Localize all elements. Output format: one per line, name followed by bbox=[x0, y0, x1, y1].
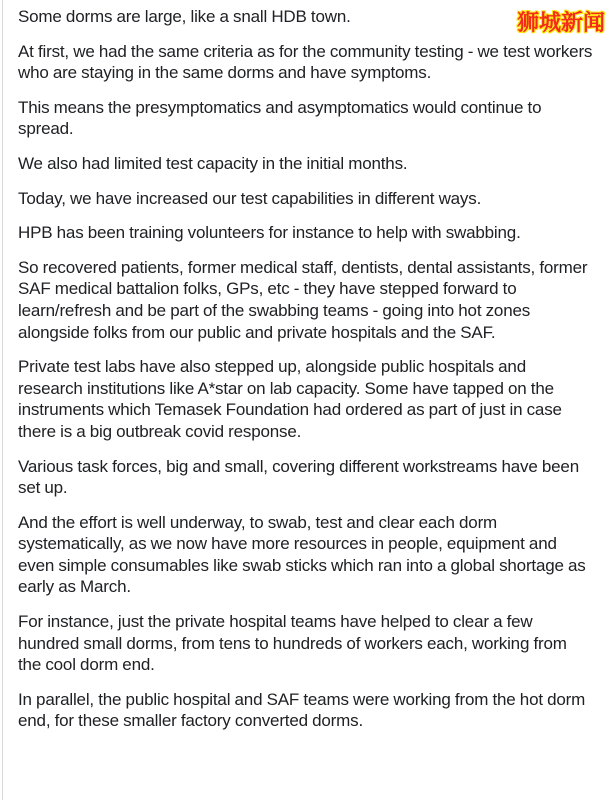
paragraph: And the effort is well underway, to swab, test and clear each dorm systematically, as we now have more resources in people, equipment and even simple consumables like swab sticks which ran into a global shortage as early as March. bbox=[18, 512, 586, 597]
paragraph: Private test labs have also stepped up, alongside public hospitals and research institutions like A*star on lab capacity. Some have tapped on the instruments which Temasek Foundation had ordered as part of just in case there is a big outbreak covid response. bbox=[18, 357, 562, 441]
paragraph: So recovered patients, former medical staff, dentists, dental assistants, former SAF medical battalion folks, GPs, etc - they have stepped forward to learn/refresh and be part of the swabbing teams - going into hot zones alongside folks from our public and private hospitals and the SAF. bbox=[18, 257, 588, 342]
paragraph: Some dorms are large, like a snall HDB town. bbox=[18, 7, 351, 26]
paragraph: At first, we had the same criteria as for the community testing - we test workers who are staying in the same dorms and have symptoms. bbox=[18, 41, 593, 83]
paragraph: HPB has been training volunteers for instance to help with swabbing. bbox=[18, 223, 521, 243]
paragraph: In parallel, the public hospital and SAF teams were working from the hot dorm end, for these smaller factory converted dorms. bbox=[18, 689, 586, 731]
paragraph: Today, we have increased our test capabilities in different ways. bbox=[18, 188, 482, 208]
paragraph: Various task forces, big and small, covering different workstreams have been set up. bbox=[18, 456, 579, 498]
paragraph: For instance, just the private hospital teams have helped to clear a few hundred small dorms, from tens to hundreds of workers each, working from the cool dorm end. bbox=[18, 612, 567, 675]
site-watermark: 狮城新闻 bbox=[516, 10, 605, 35]
article bbox=[18, 6, 594, 745]
paragraph: This means the presymptomatics and asymptomatics would continue to spread. bbox=[18, 97, 542, 139]
paragraph: We also had limited test capacity in the initial months. bbox=[18, 153, 408, 173]
